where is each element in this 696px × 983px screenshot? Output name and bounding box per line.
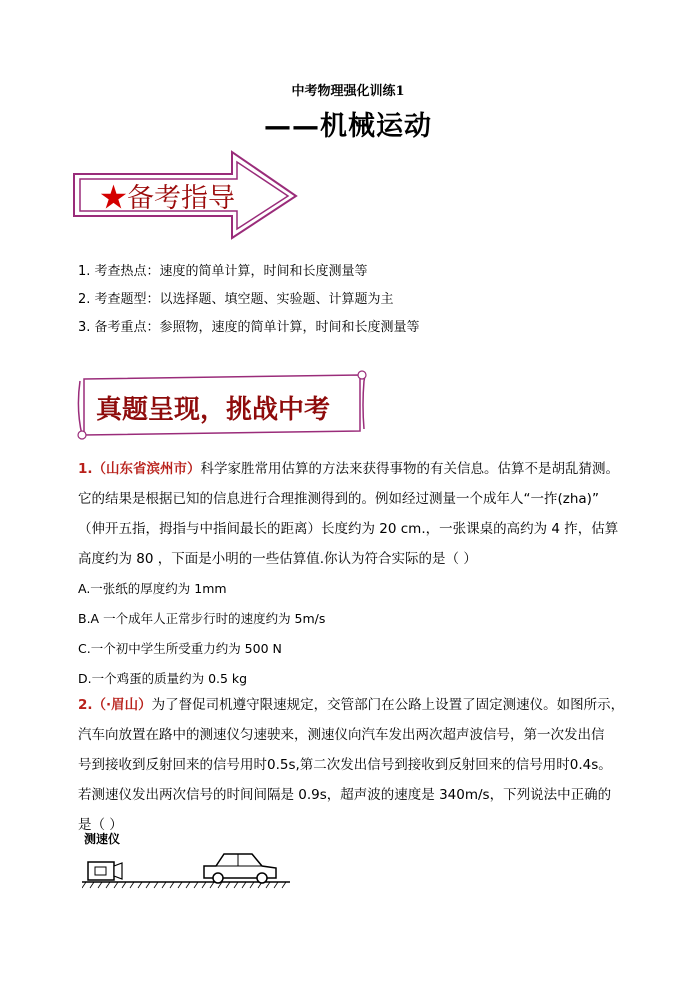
- question-2-line: [78, 690, 638, 720]
- guide-banner-text: 备考指导: [127, 183, 235, 214]
- option-d: D.一个鸡蛋的质量约为 0.5 kg: [78, 671, 248, 686]
- list-item: 1. 考查热点：速度的简单计算，时间和长度测量等: [78, 264, 368, 279]
- option-c: C.一个初中学生所受重力约为 500 N: [78, 641, 282, 656]
- diagram-drawing: [82, 844, 292, 894]
- question-2: [78, 690, 638, 840]
- option-b: B.A 一个成年人正常步行时的速度约为 5m/s: [78, 611, 326, 626]
- question-text: 汽车向放置在路中的测速仪匀速驶来，测速仪向汽车发出两次超声波信号，第一次发出信: [78, 727, 605, 743]
- question-text: 为了督促司机遵守限速规定，交管部门在公路上设置了固定测速仪。如图所示，: [151, 697, 625, 713]
- question-number: 1.: [78, 461, 93, 477]
- guide-banner: [72, 150, 302, 240]
- car-icon: [204, 854, 276, 883]
- question-text: 高度约为 80 ，下面是小明的一些估算值.你认为符合实际的是（ ）: [78, 551, 477, 567]
- question-number: 2.: [78, 697, 93, 713]
- question-1: [78, 454, 638, 694]
- question-text: 它的结果是根据已知的信息进行合理推测得到的。例如经过测量一个成年人“一拃(zha)”: [78, 491, 599, 507]
- question-text: 号到接收到反射回来的信号用时0.5s,第二次发出信号到接收到反射回来的信号用时0.4s。: [78, 757, 612, 773]
- document-subtitle: 中考物理强化训练1: [291, 84, 405, 99]
- question-1-line: [78, 454, 638, 484]
- document-title: ——机械运动: [264, 111, 432, 142]
- list-item: 3. 备考重点：参照物，速度的简单计算，时间和长度测量等: [78, 320, 420, 335]
- question-source: （·眉山）: [92, 697, 152, 713]
- exam-banner-label: 真题呈现，挑战中考: [96, 395, 331, 425]
- speed-camera-diagram: [82, 830, 292, 890]
- exam-banner: [74, 369, 370, 441]
- question-text: 科学家胜常用估算的方法来获得事物的有关信息。估算不是胡乱猜测。: [200, 461, 620, 477]
- option-a: A.一张纸的厚度约为 1mm: [78, 581, 227, 596]
- speed-camera-label: 测速仪: [84, 832, 121, 846]
- camera-icon: [88, 862, 122, 880]
- list-item: 2. 考查题型：以选择题、填空题、实验题、计算题为主: [78, 292, 394, 307]
- star-icon: ★: [100, 183, 127, 214]
- question-text: 是（ ）: [78, 817, 123, 833]
- question-source: （山东省滨州市）: [92, 461, 201, 477]
- question-text: （伸开五指，拇指与中指间最长的距离）长度约为 20 cm.，一张课桌的高约为 4 拃，估算: [78, 521, 619, 537]
- guide-banner-label: [100, 176, 235, 215]
- question-text: 若测速仪发出两次信号的时间间隔是 0.9s，超声波的速度是 340m/s，下列说法中正确的: [78, 787, 612, 803]
